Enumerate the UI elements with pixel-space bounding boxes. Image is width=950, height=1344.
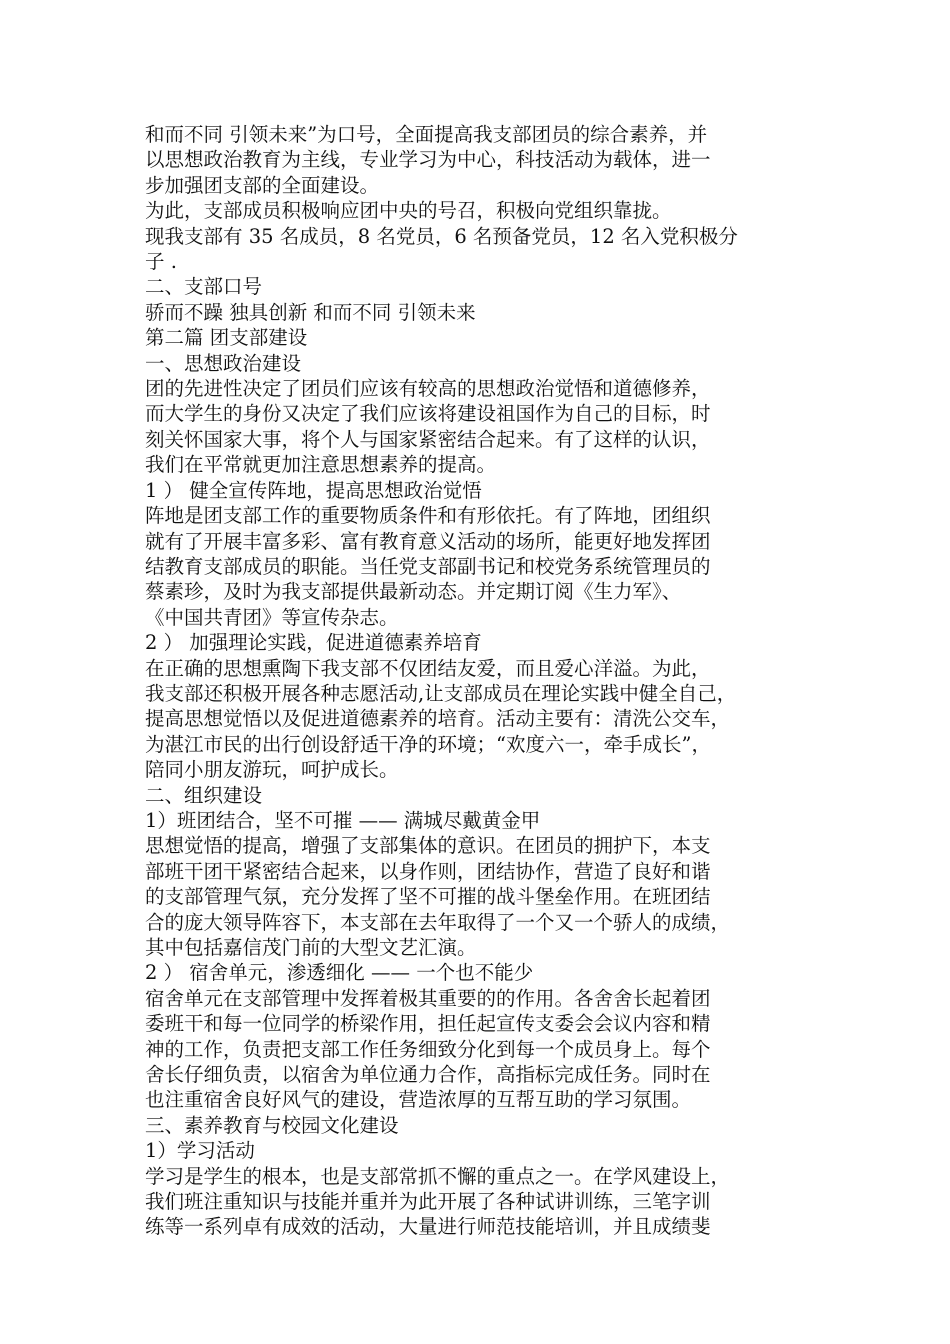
text-line: 的支部管理气氛，充分发挥了坚不可摧的战斗堡垒作用。在班团结 bbox=[145, 885, 711, 909]
text-line: 而大学生的身份又决定了我们应该将建设祖国作为自己的目标，时 bbox=[145, 402, 711, 426]
text-line: 委班干和每一位同学的桥梁作用，担任起宣传支委会会议内容和精 bbox=[145, 1012, 711, 1036]
text-line: 也注重宿舍良好风气的建设，营造浓厚的互帮互助的学习氛围。 bbox=[145, 1088, 692, 1112]
text-line: 结教育支部成员的职能。当任党支部副书记和校党务系统管理员的 bbox=[145, 554, 711, 578]
text-line: 1）班团结合，坚不可摧 —— 满城尽戴黄金甲 bbox=[145, 808, 541, 832]
text-line: 2 ） 加强理论实践，促进道德素养培育 bbox=[145, 631, 482, 655]
text-line: 宿舍单元在支部管理中发挥着极其重要的的作用。各舍舍长起着团 bbox=[145, 986, 711, 1010]
text-line: 学习是学生的根本，也是支部常抓不懈的重点之一。在学风建设上， bbox=[145, 1164, 731, 1188]
text-line: 二、支部口号 bbox=[145, 275, 263, 299]
text-line: 三、素养教育与校园文化建设 bbox=[145, 1113, 399, 1137]
text-line: 我们在平常就更加注意思想素养的提高。 bbox=[145, 453, 497, 477]
text-line: 我们班注重知识与技能并重并为此开展了各种试讲训练，三笔字训 bbox=[145, 1190, 711, 1214]
text-line: 骄而不躁 独具创新 和而不同 引领未来 bbox=[145, 300, 476, 324]
text-line: 部班干团干紧密结合起来，以身作则，团结协作，营造了良好和谐 bbox=[145, 859, 711, 883]
text-line: 《中国共青团》等宣传杂志。 bbox=[145, 605, 399, 629]
text-line: 第二篇 团支部建设 bbox=[145, 326, 308, 350]
text-line: 陪同小朋友游玩，呵护成长。 bbox=[145, 758, 399, 782]
text-line: 阵地是团支部工作的重要物质条件和有形依托。有了阵地，团组织 bbox=[145, 504, 711, 528]
text-line: 一、思想政治建设 bbox=[145, 351, 302, 375]
text-line: 思想觉悟的提高，增强了支部集体的意识。在团员的拥护下，本支 bbox=[145, 834, 711, 858]
text-line: 步加强团支部的全面建设。 bbox=[145, 173, 380, 197]
text-line: 为湛江市民的出行创设舒适干净的环境；“欢度六一，牵手成长”， bbox=[145, 732, 711, 756]
text-line: 在正确的思想熏陶下我支部不仅团结友爱，而且爱心洋溢。为此， bbox=[145, 656, 711, 680]
text-line: 和而不同 引领未来”为口号，全面提高我支部团员的综合素养，并 bbox=[145, 123, 708, 146]
text-line: 2 ） 宿舍单元，渗透细化 —— 一个也不能少 bbox=[145, 961, 534, 985]
text-line: 就有了开展丰富多彩、富有教育意义活动的场所，能更好地发挥团 bbox=[145, 529, 711, 553]
text-line: 团的先进性决定了团员们应该有较高的思想政治觉悟和道德修养， bbox=[145, 377, 711, 401]
text-line: 舍长仔细负责，以宿舍为单位通力合作，高指标完成任务。同时在 bbox=[145, 1063, 711, 1087]
text-line: 1 ） 健全宣传阵地，提高思想政治觉悟 bbox=[145, 478, 482, 502]
text-line: 为此，支部成员积极响应团中央的号召，积极向党组织靠拢。 bbox=[145, 199, 672, 223]
text-line: 子 . bbox=[145, 250, 177, 274]
text-line: 提高思想觉悟以及促进道德素养的培育。活动主要有：清洗公交车， bbox=[145, 707, 731, 731]
text-line: 练等一系列卓有成效的活动，大量进行师范技能培训，并且成绩斐 bbox=[145, 1215, 711, 1239]
text-line: 刻关怀国家大事，将个人与国家紧密结合起来。有了这样的认识， bbox=[145, 427, 711, 451]
text-line: 以思想政治教育为主线，专业学习为中心，科技活动为载体，进一 bbox=[145, 148, 711, 172]
text-line: 我支部还积极开展各种志愿活动,让支部成员在理论实践中健全自己， bbox=[145, 681, 737, 705]
text-line: 其中包括嘉信茂门前的大型文艺汇演。 bbox=[145, 936, 477, 959]
text-line: 二、组织建设 bbox=[145, 783, 263, 807]
text-line: 1）学习活动 bbox=[145, 1139, 255, 1163]
text-line: 合的庞大领导阵容下，本支部在去年取得了一个又一个骄人的成绩， bbox=[145, 910, 731, 934]
text-line: 神的工作，负责把支部工作任务细致分化到每一个成员身上。每个 bbox=[145, 1037, 711, 1061]
text-line: 蔡素珍，及时为我支部提供最新动态。并定期订阅《生力军》、 bbox=[145, 580, 682, 604]
document-body bbox=[145, 122, 815, 1240]
text-line: 现我支部有 35 名成员，8 名党员，6 名预备党员，12 名入党积极分 bbox=[145, 224, 738, 248]
